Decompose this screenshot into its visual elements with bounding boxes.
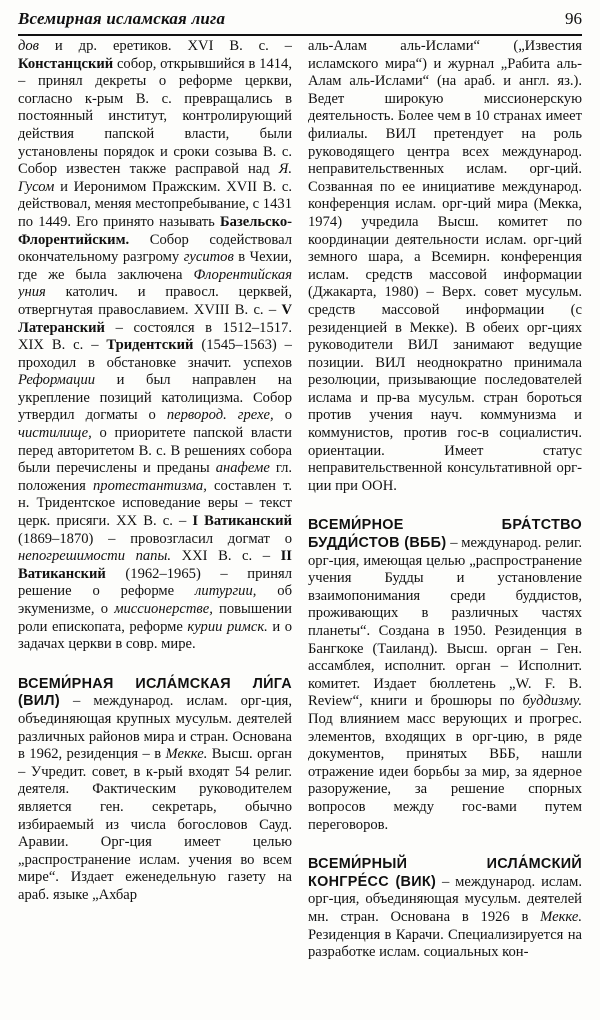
italic-term: Флорентийская уния [18,266,292,301]
right-column [308,38,582,1013]
text-columns [18,38,582,1013]
italic-term: первород. грехе, [166,407,274,424]
text-run: гл. положения [18,460,292,494]
italic-term: дов [18,38,40,54]
text-run: повышении роли епископата, реформе [18,601,292,635]
text-run: (1869–1870) – провозгласил догмат о [18,530,292,547]
text-run: и был направлен на укрепление позиций католицизма. Собор утвердил догматы о [18,372,292,424]
text-run: в Чехии, где же была заключена [18,249,292,283]
entry-vsemirnaya-islamskaya-liga [18,676,292,905]
italic-term: литургии, [195,583,257,600]
italic-term: Мекке. [165,746,208,763]
text-run: – международ. религ. орг-ция, имеющая целью „распространение учения Будды и установление взаимопонимания среди буддистов, проживающих в различных частях планеты“. Создана в 1950. Резиденция в Бангкоке (Таиланд). Высш. орган – Ген. ассамблея, исполнит. орган – Исполнит. комитет. Издает бюллетень „W. F. B. Review“, книги и брошюры по [308,535,582,710]
text-run: и Иеронимом Пражским. XVII В. с. действовал, меняя местопребывание, с 1431 по 1449. Его принято называть [18,178,292,230]
left-column [18,38,292,1013]
italic-term: миссионерстве, [114,601,213,617]
headword: ВСЕМИ́РНЫЙ ИСЛА́МСКИЙ КОНГРЕ́СС (ВИК) [308,856,582,890]
text-run: – состоялся в 1512–1517. XIX В. с. – [18,319,292,354]
entry-vsemirnoe-bratstvo-buddistov [308,517,582,834]
text-run: Под влиянием масс верующих и прогрес. элементов, входящих в орг-цию, в ряде документов, принятых ВББ, нашли отражение идеи борьбы за мир, за ядерное разоружение, за решение спорных вопросов между гос-вами путем переговоров. [308,710,582,833]
text-run: о [273,407,292,424]
text-run: о приоритете папской власти перед авторитетом В. с. В решениях собора были перечислены и преданы [18,425,292,477]
text-run: Высш. орган – Учредит. совет, в к-рый входят 54 религ. деятеля. Фактическим руководителем является ген. секретарь, обычно избираемый из числа богословов Сауд. Аравии. Орг-ция имеет целью „распространение ислам. учения во всем мире“. Издает еженедельную газету на араб. языке „Ахбар [18,746,292,903]
italic-term: Я. Гусом [18,161,292,195]
italic-term: анафеме [215,460,270,477]
text-run: аль-Алам аль-Ислами“ („Известия исламского мира“) и журнал „Рабита аль-Алам аль-Ислами“ (на араб. и англ. яз.). Ведет широкую миссионерскую деятельность. Более чем в 10 странах имеет филиалы. ВИЛ претендует на роль руководящего центра всех международ. неправительственных ислам. орг-ций. Созванная по ее инициативе международ. конференция ислам. орг-ций мира (Мекка, 1974) учредила Высш. комитет по координации деятельности ислам. орг-ций земного шара, а Всемирн. конференция ислам. средств массовой информации (Джакарта, 1980) – Верх. совет мусульм. средств массовой информации (с резиденцией в Мекке). В обеих орг-циях руководители ВИЛ занимают ведущие позиции. ВИЛ неоднократно принимала резолюции, призывающие последователей ислама и пр-ва мусульм. стран бороться против учения науч. коммунизма и коммунистов, против гос-в социалистич. ориентации. Имеет статус неправительственной консультативной орг-ции при ООН. [308,38,582,494]
bold-term: Тридентский [106,337,194,354]
entry-separator [308,495,582,517]
text-run: Резиденция в Карачи. Специализируется на разработке ислам. социальных кон- [308,926,582,961]
page-header [18,6,582,36]
italic-term: гуситов [183,249,234,266]
entry-separator [308,834,582,856]
page-number: 96 [565,9,582,28]
text-run: собор, открывшийся в 1414, – принял декреты о реформе церкви, согласно к-рым В. с. превращались в постоянный институт, контролирующий действия папской власти, были установлены порядок и сроки созыва В. с. Собор известен также расправой над [18,55,292,178]
bold-term: V Латеранский [18,301,292,336]
entry-vsemirnyi-islamskii-kongress [308,856,582,962]
bold-term: I Ватиканский [192,513,292,530]
text-run: – международ. ислам. орг-ция, объединяющая крупных мусульм. деятелей различных районов мира и стран. Основана в 1962, резиденция – в [18,693,292,763]
text-run: и др. еретиков. XVI В. с. – [39,38,292,54]
bold-term: Констанцский [18,55,114,72]
italic-term: непогрешимости папы. [18,548,172,565]
text-run: Собор содействовал окончательному разгрому [18,231,292,266]
entry-vil-continued [308,38,582,495]
text-run: составлен т. н. Тридентское исповедание веры – текст церк. присяги. XX В. с. – [18,477,292,530]
headword: ВСЕМИ́РНАЯ ИСЛА́МСКАЯ ЛИ́ГА (ВИЛ) [18,675,292,710]
text-run: и о задачах церкви в совр. мире. [18,618,292,653]
headword: ВСЕМИ́РНОЕ БРА́ТСТВО БУДДИ́СТОВ (ВББ) [308,517,582,552]
italic-term: курии римск. [187,618,268,635]
entry-vselenskie-sobory-continued [18,38,292,654]
italic-term: чистилище, [18,425,92,442]
text-run: XXI В. с. – [171,548,281,565]
italic-term: протестантизма, [92,477,207,494]
text-run: об экуменизме, о [18,583,292,617]
entry-separator [18,654,292,676]
running-head: Всемирная исламская лига [18,9,226,28]
bold-term: II Ватиканский [18,548,292,582]
text-run: – международ. ислам. орг-ция, объединяющая мусульм. деятелей мн. стран. Основана в 1926 в [308,873,582,925]
italic-term: буддизму. [522,693,582,710]
text-run: католич. и правосл. церквей, отвергнутая православием. XVIII В. с. – [18,284,292,318]
italic-term: Реформации [18,372,96,389]
italic-term: Мекке. [540,908,582,925]
bold-term: Базельско-Флорентийским. [18,213,292,248]
text-run: (1545–1563) – проходил в обстановке значит. успехов [18,337,292,371]
text-run: (1962–1965) – принял решение о реформе [18,565,292,600]
